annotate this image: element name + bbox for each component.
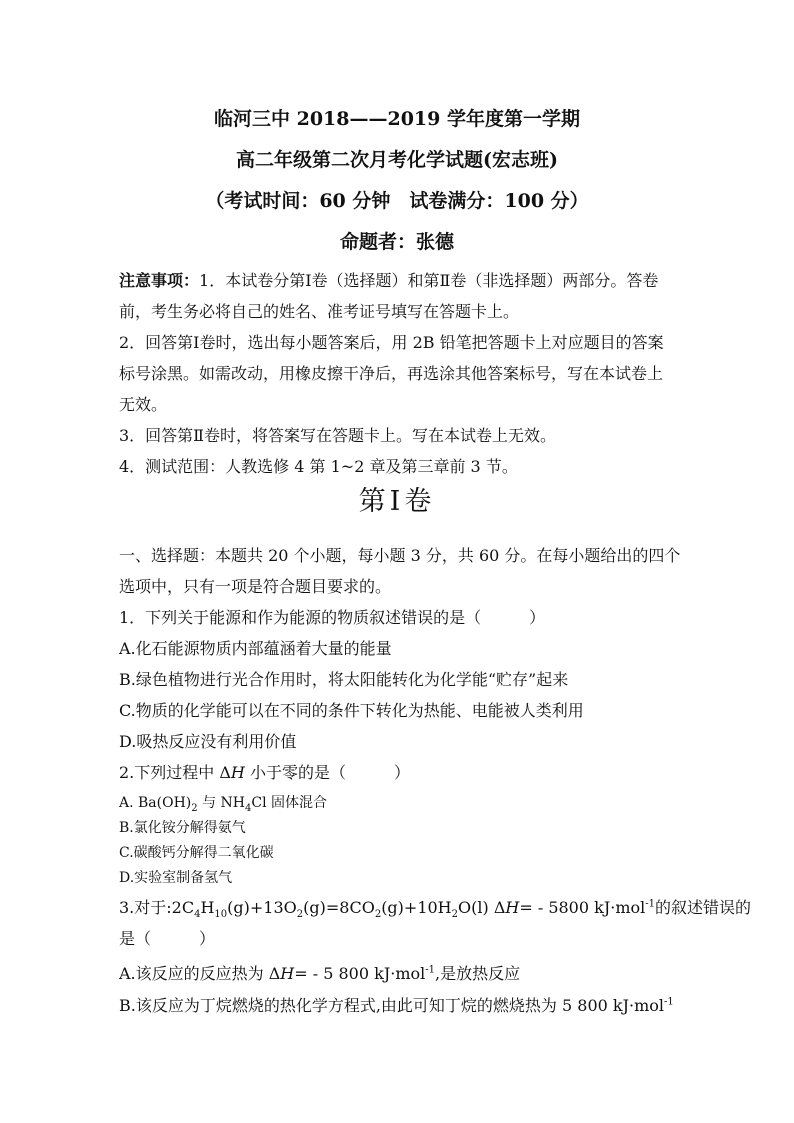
- question-1-stem: 1．下列关于能源和作为能源的物质叙述错误的是（ ）: [119, 608, 546, 627]
- question-2-option-b: B.氯化铵分解得氨气: [119, 820, 246, 836]
- notes-line-2: 前，考生务必将自己的姓名、准考证号填写在答题卡上。: [119, 302, 520, 321]
- question-3-option-b: B.该反应为丁烷燃烧的热化学方程式,由此可知丁烷的燃烧热为 5 800 kJ·mol$^{-1}$: [119, 996, 674, 1015]
- notes-label: 注意事项：: [119, 271, 200, 290]
- notes-line-6: 3．回答第Ⅱ卷时，将答案写在答题卡上。写在本试卷上无效。: [119, 426, 557, 445]
- question-2-option-c: C.碳酸钙分解得二氧化碳: [119, 845, 274, 861]
- exam-title: 临河三中 2018——2019 学年度第一学期: [214, 108, 580, 130]
- question-3-stem: 3.对于$:2C_4H_{10}(g)+13O_2(g)=8CO_2(g)+10H_2O(l)$ ΔH= - 5800 kJ·mol$^{-1}$的叙述错误的: [119, 898, 751, 921]
- question-3-stem-cont: 是（ ）: [119, 929, 216, 948]
- notes-line-7: 4．测试范围：人教选修 4 第 1~2 章及第三章前 3 节。: [119, 457, 518, 476]
- notes-line-3: 2．回答第Ⅰ卷时，选出每小题答案后，用 2B 铅笔把答题卡上对应题目的答案: [119, 333, 664, 352]
- question-1-option-b: B.绿色植物进行光合作用时，将太阳能转化为化学能“贮存”起来: [119, 670, 569, 689]
- notes-line-4: 标号涂黑。如需改动，用橡皮擦干净后，再选涂其他答案标号，写在本试卷上: [119, 364, 664, 383]
- question-2-option-d: D.实验室制备氢气: [119, 870, 233, 886]
- section-intro-2: 选项中，只有一项是符合题目要求的。: [119, 577, 392, 596]
- section-intro-1: 一、选择题：本题共 20 个小题，每小题 3 分，共 60 分。在每小题给出的四个: [119, 546, 681, 565]
- exam-author: 命题者：张德: [339, 231, 454, 253]
- question-1-option-d: D.吸热反应没有利用价值: [119, 732, 297, 751]
- exam-time-info: （考试时间：60 分钟 试卷满分：100 分）: [205, 190, 589, 212]
- notes-line-1: 注意事项：1．本试卷分第Ⅰ卷（选择题）和第Ⅱ卷（非选择题）两部分。答卷: [119, 271, 659, 290]
- question-3-option-a: A.该反应的反应热为 ΔH= - 5 800 kJ·mol$^{-1}$,是放热反应: [119, 964, 521, 983]
- section-heading: 第Ⅰ卷: [358, 486, 436, 516]
- notes-line-5: 无效。: [119, 395, 168, 414]
- question-2-stem: 2.下列过程中 ΔH 小于零的是（ ）: [119, 763, 410, 782]
- question-2-option-a: A. $Ba(OH)_2$ 与 $NH_4Cl$ 固体混合: [119, 795, 328, 814]
- exam-subtitle: 高二年级第二次月考化学试题(宏志班): [236, 149, 558, 171]
- question-1-option-c: C.物质的化学能可以在不同的条件下转化为热能、电能被人类利用: [119, 701, 584, 720]
- question-1-option-a: A.化石能源物质内部蕴涵着大量的能量: [119, 639, 392, 658]
